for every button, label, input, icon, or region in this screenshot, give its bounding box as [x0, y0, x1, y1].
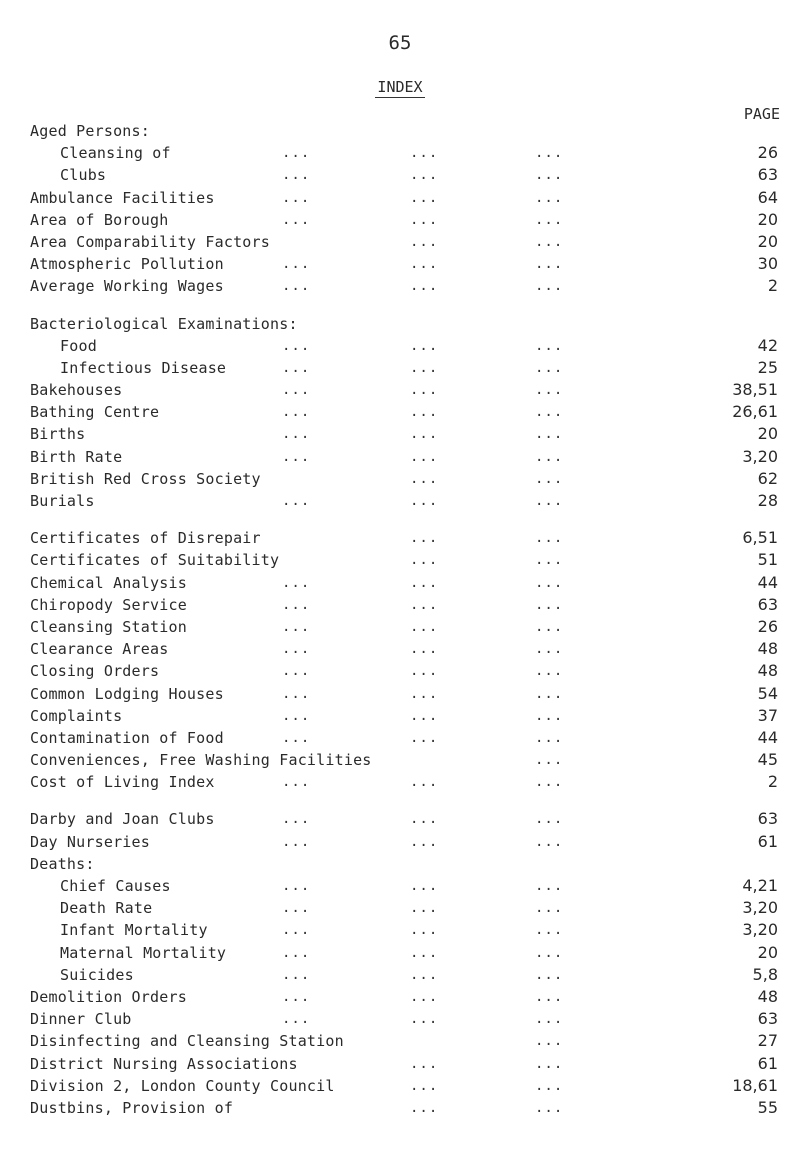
entry-page-number: 3,20	[742, 898, 778, 918]
entry-label: Contamination of Food	[30, 728, 224, 747]
leader-dots: ...	[410, 878, 439, 894]
leader-dots: ...	[282, 774, 311, 791]
leader-dots: ...	[535, 663, 564, 680]
entry-label: Clubs	[60, 166, 107, 185]
index-title-text: INDEX	[377, 78, 423, 96]
leader-dots: ...	[410, 493, 439, 509]
entry-label: Births	[30, 425, 86, 444]
leader-dots: ...	[410, 1077, 439, 1094]
leader-dots: ...	[410, 729, 439, 746]
leader-dots: ...	[282, 833, 311, 850]
leader-dots: ...	[535, 256, 564, 273]
entry-page-number: 20	[757, 231, 778, 251]
leader-dots: ...	[282, 145, 311, 162]
leader-dots: ...	[535, 966, 564, 983]
entry-label: Birth Rate	[30, 447, 123, 466]
leader-dots: ...	[535, 685, 564, 702]
leader-dots: ...	[410, 641, 439, 658]
index-entry	[0, 683, 800, 705]
index-entry	[0, 594, 800, 616]
leader-dots: ...	[282, 493, 311, 509]
index-entry	[0, 771, 800, 793]
index-entries	[0, 120, 800, 1119]
index-entry	[0, 727, 800, 749]
entry-label: Area Comparability Factors	[30, 232, 270, 251]
leader-dots: ...	[535, 211, 564, 228]
leader-dots: ...	[410, 426, 439, 443]
leader-dots: ...	[282, 966, 311, 983]
index-entry	[0, 638, 800, 660]
index-entry	[0, 446, 800, 468]
entry-label: Food	[60, 336, 97, 355]
entry-page-number: 64	[757, 187, 778, 207]
leader-dots: ...	[410, 707, 439, 724]
entry-page-number: 51	[757, 550, 778, 570]
leader-dots: ...	[282, 641, 311, 658]
leader-dots: ...	[535, 833, 564, 850]
leader-dots: ...	[535, 811, 564, 828]
leader-dots: ...	[535, 278, 564, 295]
entry-label: Aged Persons:	[30, 122, 150, 140]
leader-dots: ...	[410, 189, 439, 206]
leader-dots: ...	[410, 574, 439, 591]
entry-label: Infectious Disease	[60, 358, 227, 377]
leader-dots: ...	[535, 448, 564, 465]
leader-dots: ...	[282, 359, 311, 376]
leader-dots: ...	[282, 663, 311, 680]
index-entry	[0, 120, 800, 142]
entry-page-number: 25	[757, 357, 778, 377]
entry-page-number: 18,61	[732, 1075, 778, 1095]
leader-dots: ...	[410, 1099, 439, 1116]
leader-dots: ...	[535, 337, 564, 354]
leader-dots: ...	[535, 493, 564, 509]
entry-page-number: 45	[757, 750, 778, 770]
entry-page-number: 30	[757, 254, 778, 274]
leader-dots: ...	[282, 426, 311, 443]
leader-dots: ...	[410, 233, 439, 250]
leader-dots: ...	[282, 596, 311, 613]
leader-dots: ...	[535, 189, 564, 206]
leader-dots: ...	[410, 596, 439, 613]
leader-dots: ...	[410, 988, 439, 1005]
leader-dots: ...	[410, 944, 439, 961]
index-entry	[0, 1030, 800, 1052]
leader-dots: ...	[535, 922, 564, 939]
index-entry	[0, 490, 800, 512]
leader-dots: ...	[410, 404, 439, 421]
leader-dots: ...	[535, 707, 564, 724]
leader-dots: ...	[535, 729, 564, 746]
leader-dots: ...	[410, 618, 439, 635]
leader-dots: ...	[410, 337, 439, 354]
leader-dots: ...	[282, 256, 311, 273]
index-entry	[0, 527, 800, 549]
entry-label: Suicides	[60, 965, 134, 984]
entry-page-number: 20	[757, 424, 778, 444]
entry-label: Bacteriological Examinations:	[30, 314, 298, 333]
entry-label: Conveniences, Free Washing Facilities	[30, 751, 372, 770]
index-subentry	[0, 357, 800, 379]
entry-page-number: 54	[757, 683, 778, 703]
entry-page-number: 26	[757, 616, 778, 636]
index-entry	[0, 423, 800, 445]
index-entry	[0, 401, 800, 423]
entry-label: Darby and Joan Clubs	[30, 810, 215, 829]
leader-dots: ...	[282, 707, 311, 724]
leader-dots: ...	[535, 878, 564, 894]
index-subentry	[0, 875, 800, 897]
leader-dots: ...	[410, 167, 439, 184]
entry-label: Day Nurseries	[30, 832, 150, 851]
leader-dots: ...	[282, 278, 311, 295]
entry-spacer	[0, 793, 800, 808]
entry-label: Chiropody Service	[30, 595, 187, 614]
leader-dots: ...	[535, 900, 564, 917]
leader-dots: ...	[535, 752, 564, 769]
entry-page-number: 27	[757, 1031, 778, 1051]
entry-label: Infant Mortality	[60, 921, 208, 940]
leader-dots: ...	[410, 966, 439, 983]
leader-dots: ...	[535, 426, 564, 443]
leader-dots: ...	[535, 988, 564, 1005]
entry-page-number: 62	[757, 468, 778, 488]
entry-page-number: 44	[757, 727, 778, 747]
entry-page-number: 2	[767, 276, 778, 296]
leader-dots: ...	[282, 382, 311, 399]
index-entry	[0, 468, 800, 490]
index-entry	[0, 231, 800, 253]
leader-dots: ...	[282, 878, 311, 894]
leader-dots: ...	[410, 552, 439, 569]
leader-dots: ...	[410, 774, 439, 791]
leader-dots: ...	[410, 1011, 439, 1028]
leader-dots: ...	[535, 552, 564, 569]
entry-label: Average Working Wages	[30, 277, 224, 296]
leader-dots: ...	[282, 618, 311, 635]
index-entry	[0, 313, 800, 335]
leader-dots: ...	[410, 256, 439, 273]
entry-label: Clearance Areas	[30, 640, 169, 659]
leader-dots: ...	[410, 1055, 439, 1072]
entry-label: Cost of Living Index	[30, 773, 215, 792]
entry-label: District Nursing Associations	[30, 1054, 298, 1073]
leader-dots: ...	[410, 663, 439, 680]
index-subentry	[0, 335, 800, 357]
entry-page-number: 20	[757, 209, 778, 229]
entry-label: Burials	[30, 492, 95, 510]
leader-dots: ...	[282, 811, 311, 828]
leader-dots: ...	[282, 988, 311, 1005]
leader-dots: ...	[535, 574, 564, 591]
leader-dots: ...	[535, 1033, 564, 1050]
leader-dots: ...	[282, 944, 311, 961]
index-entry	[0, 209, 800, 231]
leader-dots: ...	[535, 167, 564, 184]
leader-dots: ...	[535, 145, 564, 162]
index-entry	[0, 1097, 800, 1119]
leader-dots: ...	[410, 922, 439, 939]
index-entry	[0, 572, 800, 594]
index-entry	[0, 986, 800, 1008]
leader-dots: ...	[410, 278, 439, 295]
entry-page-number: 4,21	[742, 876, 778, 895]
leader-dots: ...	[535, 382, 564, 399]
entry-page-number: 2	[767, 772, 778, 792]
entry-page-number: 48	[757, 639, 778, 659]
entry-label: British Red Cross Society	[30, 469, 261, 488]
index-subentry	[0, 964, 800, 986]
index-subentry	[0, 919, 800, 941]
index-subentry	[0, 142, 800, 164]
entry-page-number: 63	[757, 1009, 778, 1029]
leader-dots: ...	[282, 922, 311, 939]
index-title	[0, 78, 800, 96]
entry-page-number: 55	[757, 1097, 778, 1117]
index-entry	[0, 660, 800, 682]
entry-label: Chief Causes	[60, 877, 171, 895]
leader-dots: ...	[282, 448, 311, 465]
page-number: 65	[388, 32, 412, 54]
entry-label: Bathing Centre	[30, 403, 160, 422]
leader-dots: ...	[535, 944, 564, 961]
entry-page-number: 37	[757, 705, 778, 725]
leader-dots: ...	[535, 470, 564, 487]
leader-dots: ...	[535, 359, 564, 376]
leader-dots: ...	[282, 404, 311, 421]
entry-label: Ambulance Facilities	[30, 188, 215, 207]
leader-dots: ...	[410, 900, 439, 917]
leader-dots: ...	[535, 641, 564, 658]
entry-page-number: 61	[757, 831, 778, 851]
entry-label: Closing Orders	[30, 662, 160, 681]
leader-dots: ...	[282, 337, 311, 354]
leader-dots: ...	[410, 359, 439, 376]
entry-page-number: 28	[757, 491, 778, 510]
entry-label: Atmospheric Pollution	[30, 255, 224, 274]
entry-label: Cleansing Station	[30, 617, 187, 636]
index-entry	[0, 853, 800, 875]
leader-dots: ...	[535, 774, 564, 791]
leader-dots: ...	[535, 596, 564, 613]
leader-dots: ...	[535, 233, 564, 250]
entry-label: Certificates of Disrepair	[30, 529, 261, 548]
entry-label: Deaths:	[30, 854, 95, 873]
entry-page-number: 3,20	[742, 446, 778, 466]
entry-page-number: 48	[757, 986, 778, 1006]
leader-dots: ...	[410, 685, 439, 702]
page-column-header: PAGE	[743, 105, 780, 123]
leader-dots: ...	[282, 167, 311, 184]
entry-page-number: 42	[757, 335, 778, 355]
entry-page-number: 44	[757, 572, 778, 592]
leader-dots: ...	[410, 470, 439, 487]
leader-dots: ...	[410, 211, 439, 228]
index-subentry	[0, 164, 800, 186]
leader-dots: ...	[410, 833, 439, 850]
entry-spacer	[0, 512, 800, 527]
leader-dots: ...	[535, 530, 564, 547]
index-entry	[0, 275, 800, 297]
entry-page-number: 63	[757, 165, 778, 185]
entry-label: Complaints	[30, 706, 123, 725]
entry-label: Cleansing of	[60, 144, 171, 163]
leader-dots: ...	[410, 382, 439, 399]
entry-label: Dinner Club	[30, 1010, 132, 1029]
leader-dots: ...	[410, 145, 439, 162]
entry-page-number: 5,8	[752, 964, 778, 984]
entry-label: Area of Borough	[30, 210, 169, 229]
entry-spacer	[0, 298, 800, 313]
entry-label: Division 2, London County Council	[30, 1076, 335, 1095]
index-entry	[0, 1008, 800, 1030]
entry-label: Maternal Mortality	[60, 943, 227, 962]
index-entry	[0, 808, 800, 830]
leader-dots: ...	[282, 685, 311, 702]
entry-page-number: 61	[757, 1053, 778, 1073]
leader-dots: ...	[535, 1055, 564, 1072]
entry-page-number: 20	[757, 942, 778, 962]
index-entry	[0, 1075, 800, 1097]
leader-dots: ...	[282, 211, 311, 228]
leader-dots: ...	[535, 1011, 564, 1028]
entry-page-number: 6,51	[742, 528, 778, 548]
leader-dots: ...	[282, 729, 311, 746]
entry-label: Chemical Analysis	[30, 573, 187, 592]
leader-dots: ...	[282, 189, 311, 206]
entry-page-number: 63	[757, 594, 778, 614]
leader-dots: ...	[282, 574, 311, 591]
leader-dots: ...	[410, 530, 439, 547]
leader-dots: ...	[282, 1011, 311, 1028]
index-entry	[0, 549, 800, 571]
leader-dots: ...	[535, 1077, 564, 1094]
entry-page-number: 38,51	[732, 380, 778, 400]
index-entry	[0, 749, 800, 771]
entry-page-number: 63	[757, 809, 778, 829]
entry-page-number: 3,20	[742, 920, 778, 940]
leader-dots: ...	[535, 1099, 564, 1116]
leader-dots: ...	[535, 404, 564, 421]
entry-page-number: 26	[757, 143, 778, 163]
leader-dots: ...	[410, 811, 439, 828]
leader-dots: ...	[535, 618, 564, 635]
entry-label: Bakehouses	[30, 381, 123, 400]
index-subentry	[0, 942, 800, 964]
index-entry	[0, 616, 800, 638]
entry-label: Demolition Orders	[30, 987, 187, 1006]
leader-dots: ...	[282, 900, 311, 917]
index-entry	[0, 253, 800, 275]
entry-page-number: 26,61	[732, 402, 778, 422]
index-entry	[0, 187, 800, 209]
leader-dots: ...	[410, 448, 439, 465]
index-entry	[0, 1053, 800, 1075]
index-subentry	[0, 897, 800, 919]
entry-label: Certificates of Suitability	[30, 551, 280, 570]
index-entry	[0, 831, 800, 853]
entry-label: Disinfecting and Cleansing Station	[30, 1032, 344, 1051]
entry-label: Dustbins, Provision of	[30, 1098, 234, 1117]
entry-page-number: 48	[757, 661, 778, 681]
entry-label: Common Lodging Houses	[30, 684, 224, 703]
entry-label: Death Rate	[60, 899, 153, 918]
index-entry	[0, 705, 800, 727]
index-entry	[0, 379, 800, 401]
